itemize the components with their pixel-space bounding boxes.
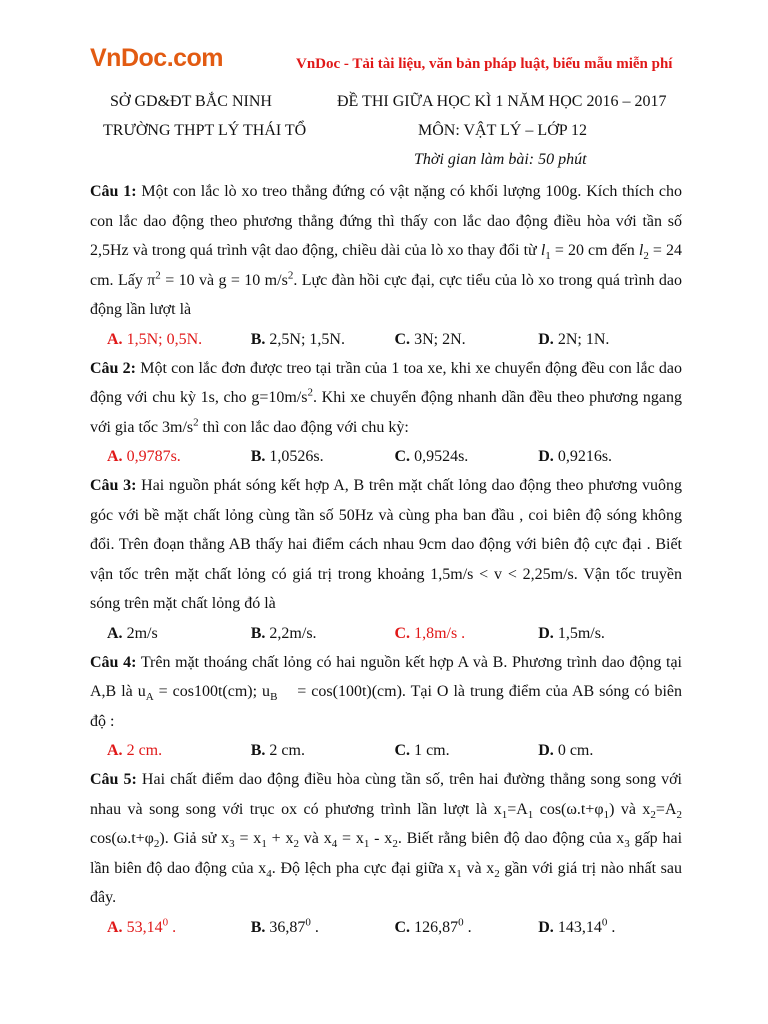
- question-text: =A: [655, 800, 677, 818]
- answer-option-b[interactable]: [251, 325, 395, 354]
- answer-letter: C.: [394, 742, 411, 759]
- degree-superscript: 0: [458, 916, 464, 929]
- question-text: . Lực đàn hồi cực đại, cực tiểu của lò xo trong quá trình dao động lần lượt là: [90, 271, 683, 318]
- question-text: = 10 và g = 10 m/s: [160, 271, 288, 289]
- subscript: 1: [363, 838, 370, 851]
- exam-title: ĐỀ THI GIỮA HỌC KÌ 1 NĂM HỌC 2016 – 2017: [337, 93, 667, 110]
- answer-option-a[interactable]: [107, 325, 251, 354]
- answer-text: 53,14: [122, 918, 163, 936]
- answer-option-a[interactable]: [107, 442, 251, 471]
- symbol-l: l: [540, 242, 546, 259]
- department-name: SỞ GD&ĐT BẮC NINH: [110, 93, 272, 110]
- question-label: Câu 3:: [90, 477, 137, 494]
- answer-option-a[interactable]: [107, 736, 251, 765]
- question-text: Hai chất điểm dao động điều hòa cùng tần số, trên hai đường thẳng song song với nhau và song song với trục ox có phương trình lần lượt là x: [90, 771, 683, 818]
- answer-tail: .: [168, 918, 177, 936]
- question-text: Trên mặt thoáng chất lỏng có hai nguồn kết hợp A và B. Phương trình dao động tại A,B là u: [90, 653, 683, 700]
- answer-text: 1,5N; 0,5N.: [122, 330, 203, 348]
- question-label: Câu 2:: [90, 359, 137, 377]
- answer-text: 2 cm.: [265, 742, 305, 759]
- question-3: [90, 471, 682, 619]
- question-text: ) và x: [609, 800, 651, 818]
- vndoc-logo[interactable]: [90, 44, 223, 73]
- answer-row: [90, 619, 682, 648]
- answer-text: 36,87: [265, 918, 306, 936]
- question-text: = x: [234, 830, 262, 847]
- degree-superscript: 0: [162, 916, 169, 929]
- answer-tail: .: [310, 918, 319, 936]
- subscript: 2: [494, 867, 500, 880]
- answer-option-d[interactable]: [538, 736, 682, 765]
- answer-option-c[interactable]: [395, 619, 539, 648]
- question-text: và x: [461, 859, 495, 877]
- subscript: 2: [676, 808, 682, 821]
- question-text: = 24 cm. Lấy π: [90, 242, 683, 289]
- answer-option-b[interactable]: [251, 736, 395, 765]
- subscript: 3: [229, 838, 235, 851]
- answer-option-b[interactable]: [251, 619, 395, 648]
- answer-tail: .: [463, 918, 472, 936]
- subject-line: MÔN: VẬT LÝ – LỚP 12: [418, 122, 588, 139]
- answer-tail: .: [607, 918, 616, 936]
- answer-option-b[interactable]: [251, 442, 395, 471]
- question-text: Một con lắc đơn được treo tại trần của 1 toa xe, khi xe chuyển động đều con lắc dao động với chu kỳ 1s, cho g=10m/s: [90, 359, 682, 406]
- answer-letter: D.: [538, 624, 554, 642]
- answer-letter: A.: [107, 918, 123, 936]
- answer-letter: D.: [538, 448, 554, 465]
- answer-letter: C.: [394, 918, 411, 936]
- exam-content: [90, 177, 686, 942]
- question-text: Một con lắc lò xo treo thẳng đứng có vật nặng có khối lượng 100g. Kích thích cho con lắc dao động theo phương thẳng đứng thì thấy con lắc dao động điều hòa với tần số 2,5Hz và trong quá trình vật dao động, chiều dài của lò xo thay đổi từ: [90, 183, 683, 259]
- question-text: ). Giả sử x: [159, 830, 230, 847]
- answer-text: 1 cm.: [410, 742, 450, 759]
- answer-letter: A.: [107, 624, 123, 642]
- answer-letter: C.: [394, 330, 411, 348]
- answer-text: 143,14: [553, 918, 602, 936]
- superscript: 2: [287, 269, 294, 282]
- symbol-l: l: [638, 242, 644, 259]
- subscript: 2: [153, 838, 160, 851]
- question-text: và x: [298, 830, 332, 847]
- subscript: B: [270, 691, 278, 704]
- question-text: . Độ lệch pha cực đại giữa x: [271, 859, 457, 877]
- question-text: cos(ω.t+φ: [533, 800, 604, 818]
- answer-letter: A.: [107, 448, 123, 465]
- answer-letter: C.: [394, 448, 411, 465]
- answer-text: 1,0526s.: [265, 448, 324, 465]
- question-text: = cos(100t)(cm). Tại O là trung điểm của AB sóng có biên độ :: [90, 683, 686, 730]
- question-label: Câu 4:: [90, 653, 137, 671]
- subscript: 4: [266, 867, 272, 880]
- subscript: 1: [603, 808, 610, 821]
- answer-row: [90, 736, 682, 765]
- subscript: 1: [501, 808, 508, 821]
- answer-letter: A.: [107, 330, 123, 348]
- subscript: 1: [261, 838, 267, 851]
- subscript: 2: [392, 838, 398, 851]
- question-text: thì con lắc dao động với chu kỳ:: [198, 418, 409, 436]
- subscript: 2: [643, 250, 649, 263]
- question-text: . Khi xe chuyển động nhanh dần đều theo phương ngang với gia tốc 3m/s: [90, 389, 682, 436]
- answer-letter: A.: [107, 742, 123, 759]
- answer-option-a[interactable]: [107, 913, 251, 942]
- answer-option-d[interactable]: [538, 619, 682, 648]
- answer-letter: D.: [538, 330, 554, 348]
- question-text: = x: [337, 830, 364, 847]
- subscript: 1: [456, 867, 462, 880]
- school-name: TRƯỜNG THPT LÝ THÁI TỔ: [103, 122, 307, 139]
- answer-row: [90, 325, 682, 354]
- answer-text: 2,2m/s.: [265, 624, 317, 642]
- answer-option-d[interactable]: [538, 442, 682, 471]
- answer-letter: C.: [394, 624, 411, 642]
- answer-letter: D.: [538, 918, 554, 936]
- answer-text: 0,9216s.: [553, 448, 613, 465]
- question-text: cos(ω.t+φ: [90, 830, 154, 847]
- question-text: = cos100t(cm); u: [153, 683, 271, 700]
- question-text: Hai nguồn phát sóng kết hợp A, B trên mặt chất lỏng dao động theo phương vuông góc với bề mặt chất lỏng cùng tần số 50Hz và cùng pha ban đầu , coi biên độ sóng không đổi. Trên đoạn thẳng AB thấy hai điểm cách nhau 9cm dao động với biên độ cực đại . Biết vận tốc trên mặt chất lỏng có giá trị trong khoảng 1,5m/s < v < 2,25m/s. Vận tốc truyền sóng trên mặt chất lỏng đó là: [90, 477, 683, 612]
- answer-option-c[interactable]: [395, 442, 539, 471]
- subscript: 3: [624, 838, 630, 851]
- superscript: 2: [193, 416, 199, 429]
- question-text: - x: [369, 830, 393, 847]
- logo-domain: .com: [166, 44, 224, 72]
- question-text: = 20 cm đến: [550, 242, 639, 259]
- answer-letter: D.: [538, 742, 554, 759]
- question-5: [90, 765, 682, 913]
- answer-row: [90, 913, 682, 942]
- question-4: [90, 648, 686, 737]
- question-label: Câu 5:: [90, 771, 137, 788]
- answer-option-c[interactable]: [395, 325, 539, 354]
- answer-text: 126,87: [410, 918, 459, 936]
- answer-text: 3N; 2N.: [410, 330, 466, 348]
- question-text: . Biết rằng biên độ dao động của x: [397, 830, 625, 847]
- answer-letter: B.: [250, 448, 266, 465]
- answer-text: 2N; 1N.: [553, 330, 610, 348]
- answer-letter: B.: [250, 742, 266, 759]
- answer-text: 2,5N; 1,5N.: [265, 330, 345, 348]
- question-2: [90, 354, 682, 443]
- answer-text: 0,9524s.: [410, 448, 469, 465]
- answer-text: 0,9787s.: [122, 448, 181, 465]
- answer-text: 1,8m/s .: [410, 624, 466, 642]
- answer-text: 1,5m/s.: [553, 624, 605, 642]
- time-allowed: Thời gian làm bài: 50 phút: [414, 151, 587, 168]
- question-label: Câu 1:: [90, 183, 137, 200]
- subscript: 1: [545, 250, 551, 263]
- question-1: [90, 177, 682, 325]
- subscript: 2: [650, 808, 656, 821]
- answer-text: 2 cm.: [122, 742, 163, 759]
- answer-option-d[interactable]: [538, 913, 682, 942]
- question-text: gần với giá trị nào nhất sau đây.: [90, 859, 682, 906]
- answer-option-a[interactable]: [107, 619, 251, 648]
- question-text: + x: [266, 830, 294, 847]
- question-text: gấp hai lần biên độ dao động của x: [90, 830, 683, 877]
- subscript: 4: [331, 838, 338, 851]
- answer-option-b[interactable]: [251, 913, 395, 942]
- degree-superscript: 0: [601, 916, 608, 929]
- logo-main: VnDoc: [90, 44, 167, 72]
- subscript: 1: [527, 808, 534, 821]
- site-tagline: VnDoc - Tải tài liệu, văn bản pháp luật, biểu mẫu miễn phí: [296, 56, 673, 72]
- superscript: 2: [307, 386, 313, 399]
- answer-letter: B.: [250, 918, 266, 936]
- answer-letter: B.: [250, 330, 266, 348]
- answer-letter: B.: [250, 624, 266, 642]
- degree-superscript: 0: [305, 916, 311, 929]
- answer-text: 2m/s: [122, 624, 158, 642]
- answer-row: [90, 442, 682, 471]
- answer-option-c[interactable]: [395, 736, 539, 765]
- answer-option-c[interactable]: [395, 913, 539, 942]
- answer-option-d[interactable]: [538, 325, 682, 354]
- subscript: A: [145, 691, 154, 704]
- question-text: =A: [507, 800, 528, 818]
- answer-text: 0 cm.: [553, 742, 594, 759]
- subscript: 2: [293, 838, 299, 851]
- superscript: 2: [155, 269, 161, 282]
